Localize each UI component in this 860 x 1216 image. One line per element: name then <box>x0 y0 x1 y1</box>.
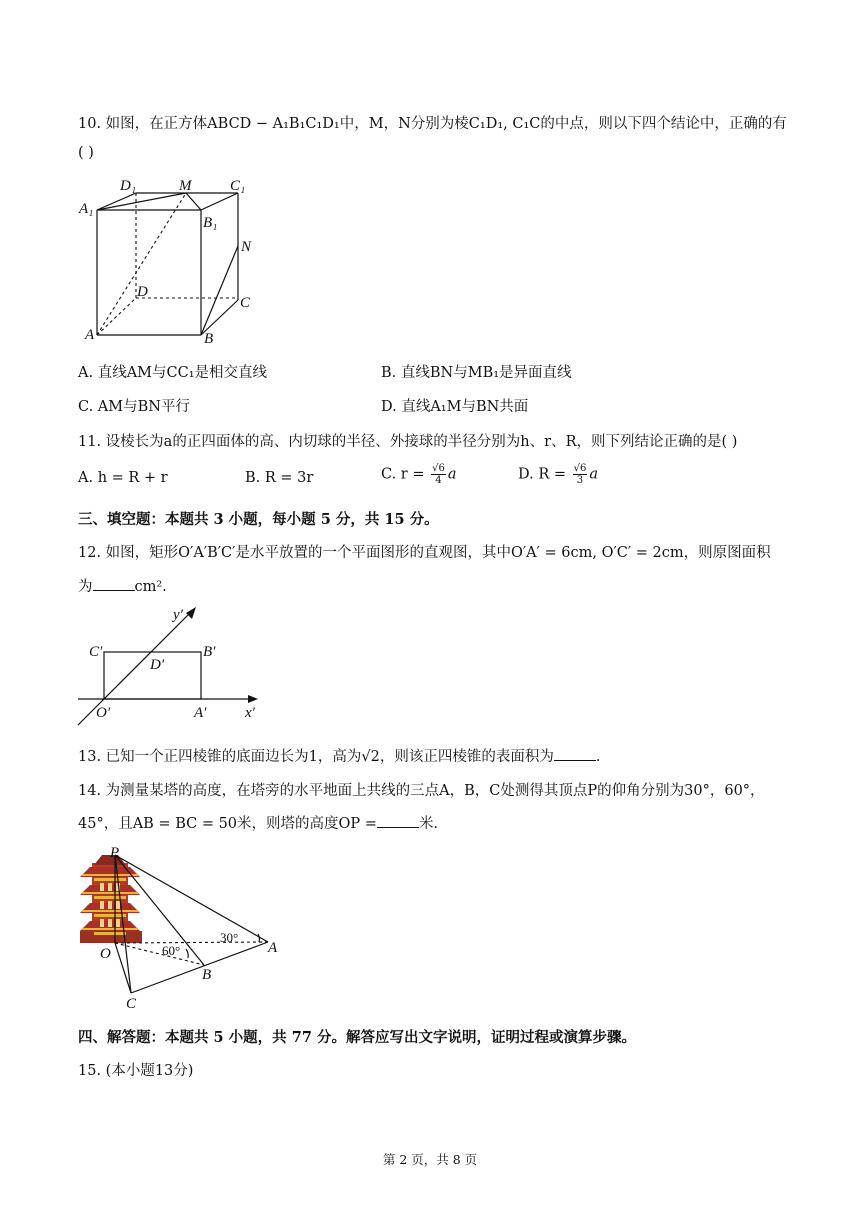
section-3-heading: 三、填空题：本题共 3 小题，每小题 5 分，共 15 分。 <box>78 511 439 528</box>
q12-stem-line1: 12. 如图，矩形O′A′B′C′是水平放置的一个平面图形的直观图，其中O′A′ = 6cm, O′C′ = 2cm，则原图面积 <box>78 545 771 561</box>
q14-answer-blank <box>377 815 419 828</box>
q14-stem-line1: 14. 为测量某塔的高度，在塔旁的水平地面上共线的三点A，B，C处测得其顶点P的仰角分别为30°，60°， <box>78 783 765 799</box>
q10-option-c: C. AM与BN平行 <box>78 399 190 415</box>
q10-option-a: A. 直线AM与CC₁是相交直线 <box>78 365 268 381</box>
q12-stem-prefix: 为 <box>78 579 93 595</box>
tower-label-a: A <box>268 940 278 956</box>
page-footer: 第 2 页，共 8 页 <box>382 1152 478 1167</box>
pagoda-image <box>80 855 142 943</box>
cube-label-d1: D₁ <box>120 178 137 194</box>
intuitive-label-d: D′ <box>150 657 165 673</box>
intuitive-diagram <box>78 603 268 728</box>
q15-heading: 15. (本小题13分) <box>78 1063 194 1079</box>
cube-label-c1: C₁ <box>230 178 246 194</box>
intuitive-label-a: A′ <box>194 705 207 721</box>
q11-option-c-num: √6 <box>432 463 445 474</box>
q14-stem-prefix: 45°，且AB = BC = 50米，则塔的高度OP = <box>78 816 377 832</box>
q11-option-d-fraction <box>573 463 588 486</box>
q11-option-d-den: 3 <box>576 475 584 486</box>
q11-option-c-prefix: C. r = <box>381 466 425 483</box>
q13-stem-prefix: 13. 已知一个正四棱锥的底面边长为1，高为√2，则该正四棱锥的表面积为 <box>78 749 554 765</box>
cube-label-a: A <box>85 327 95 343</box>
q11-option-b: B. R = 3r <box>245 470 314 486</box>
tower-angle-30: 30° <box>220 930 239 945</box>
q11-option-d-num: √6 <box>573 463 587 474</box>
q11-option-a: A. h = R + r <box>78 470 168 486</box>
q10-stem: 10. 如图，在正方体ABCD − A₁B₁C₁D₁中，M，N分别为棱C₁D₁, C₁C的中点，则以下四个结论中，正确的有 <box>78 116 787 132</box>
q11-option-c-den: 4 <box>435 475 442 486</box>
cube-label-m: M <box>179 178 192 194</box>
cube-label-b: B <box>204 331 214 347</box>
q12-answer-blank <box>93 578 135 591</box>
q12-stem-line2 <box>78 575 167 596</box>
q14-stem-line2 <box>78 812 438 833</box>
tower-label-c: C <box>126 996 137 1012</box>
q14-stem-suffix: 米. <box>418 816 439 832</box>
cube-figure <box>78 175 268 345</box>
tower-figure <box>78 845 288 1010</box>
intuitive-label-o: O′ <box>96 705 111 721</box>
q13-stem-suffix: . <box>595 749 601 765</box>
cube-label-b1: B₁ <box>203 215 218 231</box>
q11-option-c <box>381 463 457 486</box>
intuitive-label-y: y′ <box>173 607 183 623</box>
q11-option-d <box>518 463 598 486</box>
q13-stem <box>78 745 600 766</box>
section-4-heading: 四、解答题：本题共 5 小题，共 77 分。解答应写出文字说明，证明过程或演算步骤。 <box>78 1029 636 1046</box>
tower-label-o: O <box>100 946 111 962</box>
q10-option-d: D. 直线A₁M与BN共面 <box>381 399 529 415</box>
q11-option-d-prefix: D. R = <box>518 466 567 483</box>
cube-label-c: C <box>240 295 251 311</box>
q11-option-c-fraction <box>431 463 446 486</box>
cube-label-d: D <box>137 284 148 300</box>
cube-label-n: N <box>241 239 252 255</box>
tower-angle-60: 60° <box>162 943 181 958</box>
tower-label-b: B <box>202 967 212 983</box>
q11-option-d-var: a <box>589 466 599 483</box>
q13-answer-blank <box>554 748 596 761</box>
q12-stem-suffix: cm². <box>134 579 167 595</box>
intuitive-label-x: x′ <box>245 705 255 721</box>
q10-paren: ( ) <box>78 145 94 161</box>
q11-option-c-var: a <box>447 466 457 483</box>
q10-option-b: B. 直线BN与MB₁是异面直线 <box>381 365 572 381</box>
intuitive-label-b: B′ <box>203 644 216 660</box>
intuitive-label-c: C′ <box>89 644 103 660</box>
cube-label-a1: A₁ <box>79 201 94 217</box>
q11-stem: 11. 设棱长为a的正四面体的高、内切球的半径、外接球的半径分别为h、r、R，则下列结论正确的是( ) <box>78 434 738 450</box>
tower-label-p: P <box>110 845 120 861</box>
